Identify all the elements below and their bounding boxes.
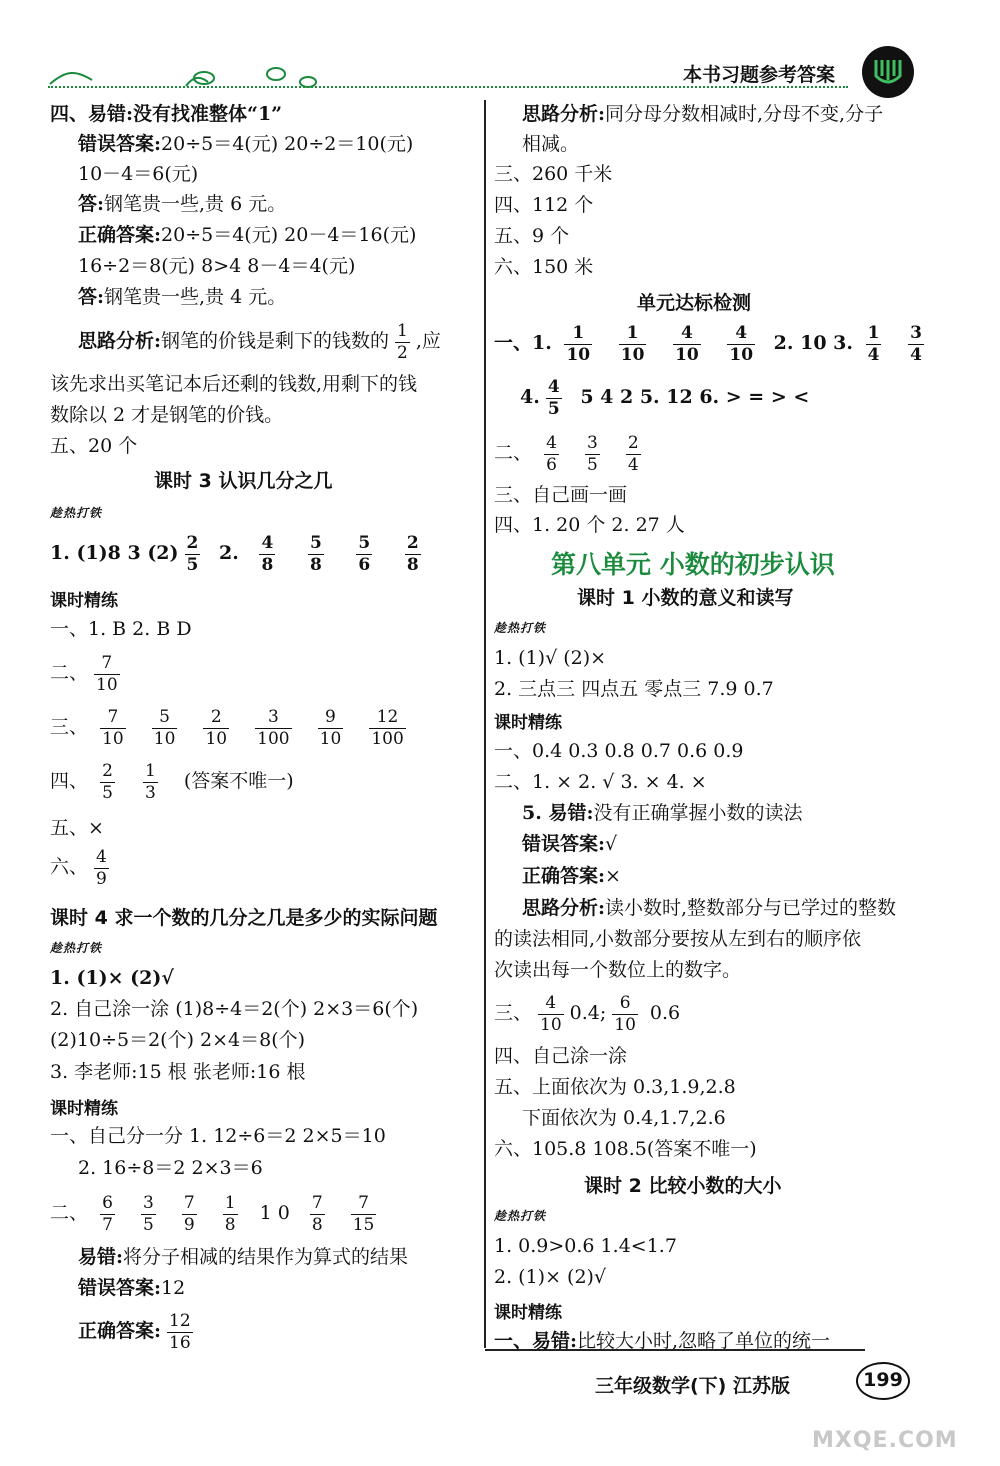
fraction: $\frac{1}{3}$	[144, 760, 156, 803]
answer-line: 下面依次为 0.4,1.7,2.6	[522, 1107, 726, 1129]
fraction: $\frac{4}{10}$	[729, 322, 754, 365]
fraction: $\frac{5}{10}$	[153, 706, 176, 749]
text: 1. (1)8 3 (2)	[50, 542, 179, 564]
fraction: $\frac{5}{8}$	[309, 532, 322, 575]
fraction: $\frac{1}{10}$	[566, 322, 591, 365]
answer-line: 一、1. B 2. B D	[50, 618, 192, 640]
section-heading: 课时 1 小数的意义和读写	[577, 587, 794, 609]
sub-tag: 趁热打铁	[50, 941, 103, 955]
answer-line: 2. 16÷8＝2 2×3＝6	[78, 1157, 263, 1179]
fraction: $\frac{2}{5}$	[186, 532, 199, 575]
fraction: $\frac{4}{5}$	[547, 376, 560, 419]
answer-line: 思路分析:读小数时,整数部分与已学过的整数	[522, 897, 897, 919]
answer-line: 一、自己分一分 1. 12÷6＝2 2×5＝10	[50, 1125, 386, 1147]
answer-line: 三、 $\frac{7}{10}$ $\frac{5}{10}$ $\frac{2}{10}$ $\frac{3}{100}$ $\frac{9}{10}$ $\frac{12}{100}$	[50, 706, 404, 749]
answer-line: 1. 0.9>0.6 1.4<1.7	[494, 1235, 677, 1257]
section-heading: 课时精练	[50, 1099, 118, 1119]
answer-line: 四、112 个	[494, 194, 594, 216]
label: 答:	[78, 286, 105, 308]
answer-line	[78, 318, 441, 364]
fraction: $\frac{1}{2}$	[397, 320, 408, 363]
fraction: $\frac{3}{4}$	[910, 322, 922, 365]
fraction: $\frac{1}{8}$	[224, 1192, 236, 1235]
sub-tag: 趁热打铁	[494, 1209, 547, 1223]
answer-line: 四、自己涂一涂	[494, 1045, 628, 1067]
section-heading: 课时 2 比较小数的大小	[584, 1175, 782, 1197]
fraction: $\frac{4}{6}$	[546, 432, 557, 475]
answer-line	[78, 191, 286, 217]
answer-line: 2. (1)× (2)√	[494, 1266, 607, 1288]
answer-line: 1. (1)√ (2)×	[494, 647, 607, 669]
fraction: $\frac{5}{6}$	[358, 532, 371, 575]
answer-line: 2. 自己涂一涂 (1)8÷4＝2(个) 2×3＝6(个)	[50, 998, 419, 1020]
answer-line: 错误答案:12	[78, 1277, 186, 1299]
answer-line: 三、260 千米	[494, 163, 613, 185]
label: 正确答案:	[78, 224, 162, 246]
sub-tag: 趁热打铁	[494, 621, 547, 635]
answer-line	[78, 222, 416, 248]
fraction: $\frac{12}{100}$	[371, 706, 404, 749]
answer-line: 三、自己画一画	[494, 484, 628, 506]
watermark: MXQE.COM	[812, 1428, 958, 1453]
answer-line: 思路分析:同分母分数相减时,分母不变,分子	[522, 103, 884, 125]
answer-line: 次读出每一个数位上的数字。	[494, 959, 742, 981]
answer-line: 一、1. $\frac{1}{10}$ $\frac{1}{10}$ $\frac{4}{10}$ $\frac{4}{10}$ 2. 10 3. $\frac{1}{4}$ $\frac{3}{4}$	[494, 322, 922, 365]
answer-line: 五、×	[50, 817, 104, 839]
answer-line: 二、 $\frac{4}{6}$ $\frac{3}{5}$ $\frac{2}{4}$	[494, 432, 639, 475]
section-heading: 课时精练	[494, 713, 562, 733]
answer-line: 二、1. × 2. √ 3. × 4. ×	[494, 771, 707, 793]
answer-line: 16÷2＝8(元) 8>4 8－4＝4(元)	[78, 255, 356, 277]
page-number: 199	[863, 1369, 903, 1391]
fraction: $\frac{2}{10}$	[205, 706, 228, 749]
unit-title: 第八单元 小数的初步认识	[551, 550, 835, 579]
section-heading: 课时 3 认识几分之几	[154, 470, 333, 492]
section-heading: 课时精练	[50, 591, 118, 611]
fraction: $\frac{3}{5}$	[142, 1192, 154, 1235]
answer-line: (2)10÷5＝2(个) 2×4＝8(个)	[50, 1029, 306, 1051]
answer-line: 3. 李老师:15 根 张老师:16 根	[50, 1061, 306, 1083]
answer-line: 二、 $\frac{6}{7}$ $\frac{3}{5}$ $\frac{7}{9}$ $\frac{1}{8}$ 1 0 $\frac{7}{8}$ $\frac{7}{15}$	[50, 1192, 375, 1235]
answer-line: 错误答案:√	[522, 833, 618, 855]
fraction: $\frac{3}{5}$	[586, 432, 598, 475]
fraction: $\frac{6}{7}$	[102, 1192, 113, 1235]
fraction: $\frac{6}{10}$	[614, 992, 636, 1035]
fraction: $\frac{12}{16}$	[169, 1310, 191, 1353]
header-title: 本书习题参考答案	[683, 64, 836, 86]
answer-line	[50, 530, 427, 576]
answer-line: 四、易错:没有找准整体“1”	[50, 103, 283, 125]
fraction: $\frac{4}{9}$	[96, 846, 107, 889]
answer-line: 一、易错:比较大小时,忽略了单位的统一	[494, 1330, 831, 1352]
label: 答:	[78, 193, 105, 215]
text: 钢笔的价钱是剩下的钱数的	[161, 330, 390, 352]
answer-line	[78, 284, 286, 310]
fraction: $\frac{9}{10}$	[319, 706, 342, 749]
answer-line: 三、 $\frac{4}{10}$ 0.4; $\frac{6}{10}$ 0.6	[494, 992, 681, 1035]
fraction: $\frac{2}{4}$	[627, 432, 639, 475]
answer-line	[78, 131, 413, 157]
section-heading: 课时 4 求一个数的几分之几是多少的实际问题	[50, 907, 438, 929]
label: 错误答案:	[78, 133, 162, 155]
answer-line: 5. 易错:没有正确掌握小数的读法	[522, 802, 803, 824]
label: 思路分析:	[78, 330, 162, 352]
footer-book-title: 三年级数学(下) 江苏版	[595, 1375, 790, 1397]
answer-line: 4. $\frac{4}{5}$ 5 4 2 5. 12 6. > = > <	[520, 376, 810, 419]
answer-line: 正确答案:×	[522, 865, 621, 887]
fraction: $\frac{2}{8}$	[406, 532, 419, 575]
text: 钢笔贵一些,贵 4 元。	[104, 286, 287, 308]
text: 20÷5＝4(元) 20÷2＝10(元)	[161, 133, 414, 155]
section-heading: 课时精练	[494, 1303, 562, 1323]
text: 20÷5＝4(元) 20－4＝16(元)	[161, 224, 417, 246]
sub-tag: 趁热打铁	[50, 506, 103, 520]
answer-line: 五、上面依次为 0.3,1.9,2.8	[494, 1076, 736, 1098]
fraction: $\frac{7}{9}$	[183, 1192, 195, 1235]
fraction: $\frac{3}{100}$	[257, 706, 290, 749]
answer-line: 相减。	[522, 133, 580, 155]
answer-line: 该先求出买笔记本后还剩的钱数,用剩下的钱	[50, 373, 418, 395]
fraction: $\frac{7}{8}$	[311, 1192, 323, 1235]
answer-line: 四、1. 20 个 2. 27 人	[494, 514, 685, 536]
answer-line: 1. (1)× (2)√	[50, 967, 174, 989]
answer-line: 四、 $\frac{2}{5}$ $\frac{1}{3}$ (答案不唯一)	[50, 760, 294, 803]
answer-line: 数除以 2 才是钢笔的价钱。	[50, 404, 284, 426]
fraction: $\frac{7}{15}$	[352, 1192, 375, 1235]
fraction: $\frac{7}{10}$	[102, 706, 124, 749]
answer-line: 二、 $\frac{7}{10}$	[50, 652, 118, 695]
fraction: $\frac{4}{10}$	[540, 992, 562, 1035]
answer-line: 10－4＝6(元)	[78, 163, 199, 185]
column-divider	[484, 100, 486, 1348]
text: ,应	[415, 330, 441, 352]
fraction: $\frac{1}{10}$	[620, 322, 645, 365]
answer-line: 正确答案: $\frac{12}{16}$	[78, 1310, 191, 1353]
answer-line: 的读法相同,小数部分要按从左到右的顺序依	[494, 928, 862, 950]
page-number-badge	[856, 1362, 910, 1400]
answer-line: 2. 三点三 四点五 零点三 7.9 0.7	[494, 678, 774, 700]
text: 2.	[219, 542, 239, 564]
book-shield-icon	[862, 46, 914, 98]
fraction: $\frac{4}{10}$	[675, 322, 699, 365]
fraction: $\frac{7}{10}$	[96, 652, 118, 695]
vine-decoration	[46, 62, 346, 92]
text: 钢笔贵一些,贵 6 元。	[104, 193, 287, 215]
answer-line: 易错:将分子相减的结果作为算式的结果	[78, 1246, 409, 1268]
answer-line: 五、20 个	[50, 435, 138, 457]
answer-line: 六、150 米	[494, 256, 594, 278]
answer-line: 六、105.8 108.5(答案不唯一)	[494, 1138, 757, 1160]
fraction: $\frac{1}{4}$	[867, 322, 880, 365]
answer-line: 一、0.4 0.3 0.8 0.7 0.6 0.9	[494, 740, 744, 762]
fraction: $\frac{2}{5}$	[102, 760, 113, 803]
answer-line: 五、9 个	[494, 225, 570, 247]
answer-line: 六、 $\frac{4}{9}$	[50, 846, 107, 889]
section-heading: 单元达标检测	[637, 292, 752, 314]
fraction: $\frac{4}{8}$	[261, 532, 274, 575]
